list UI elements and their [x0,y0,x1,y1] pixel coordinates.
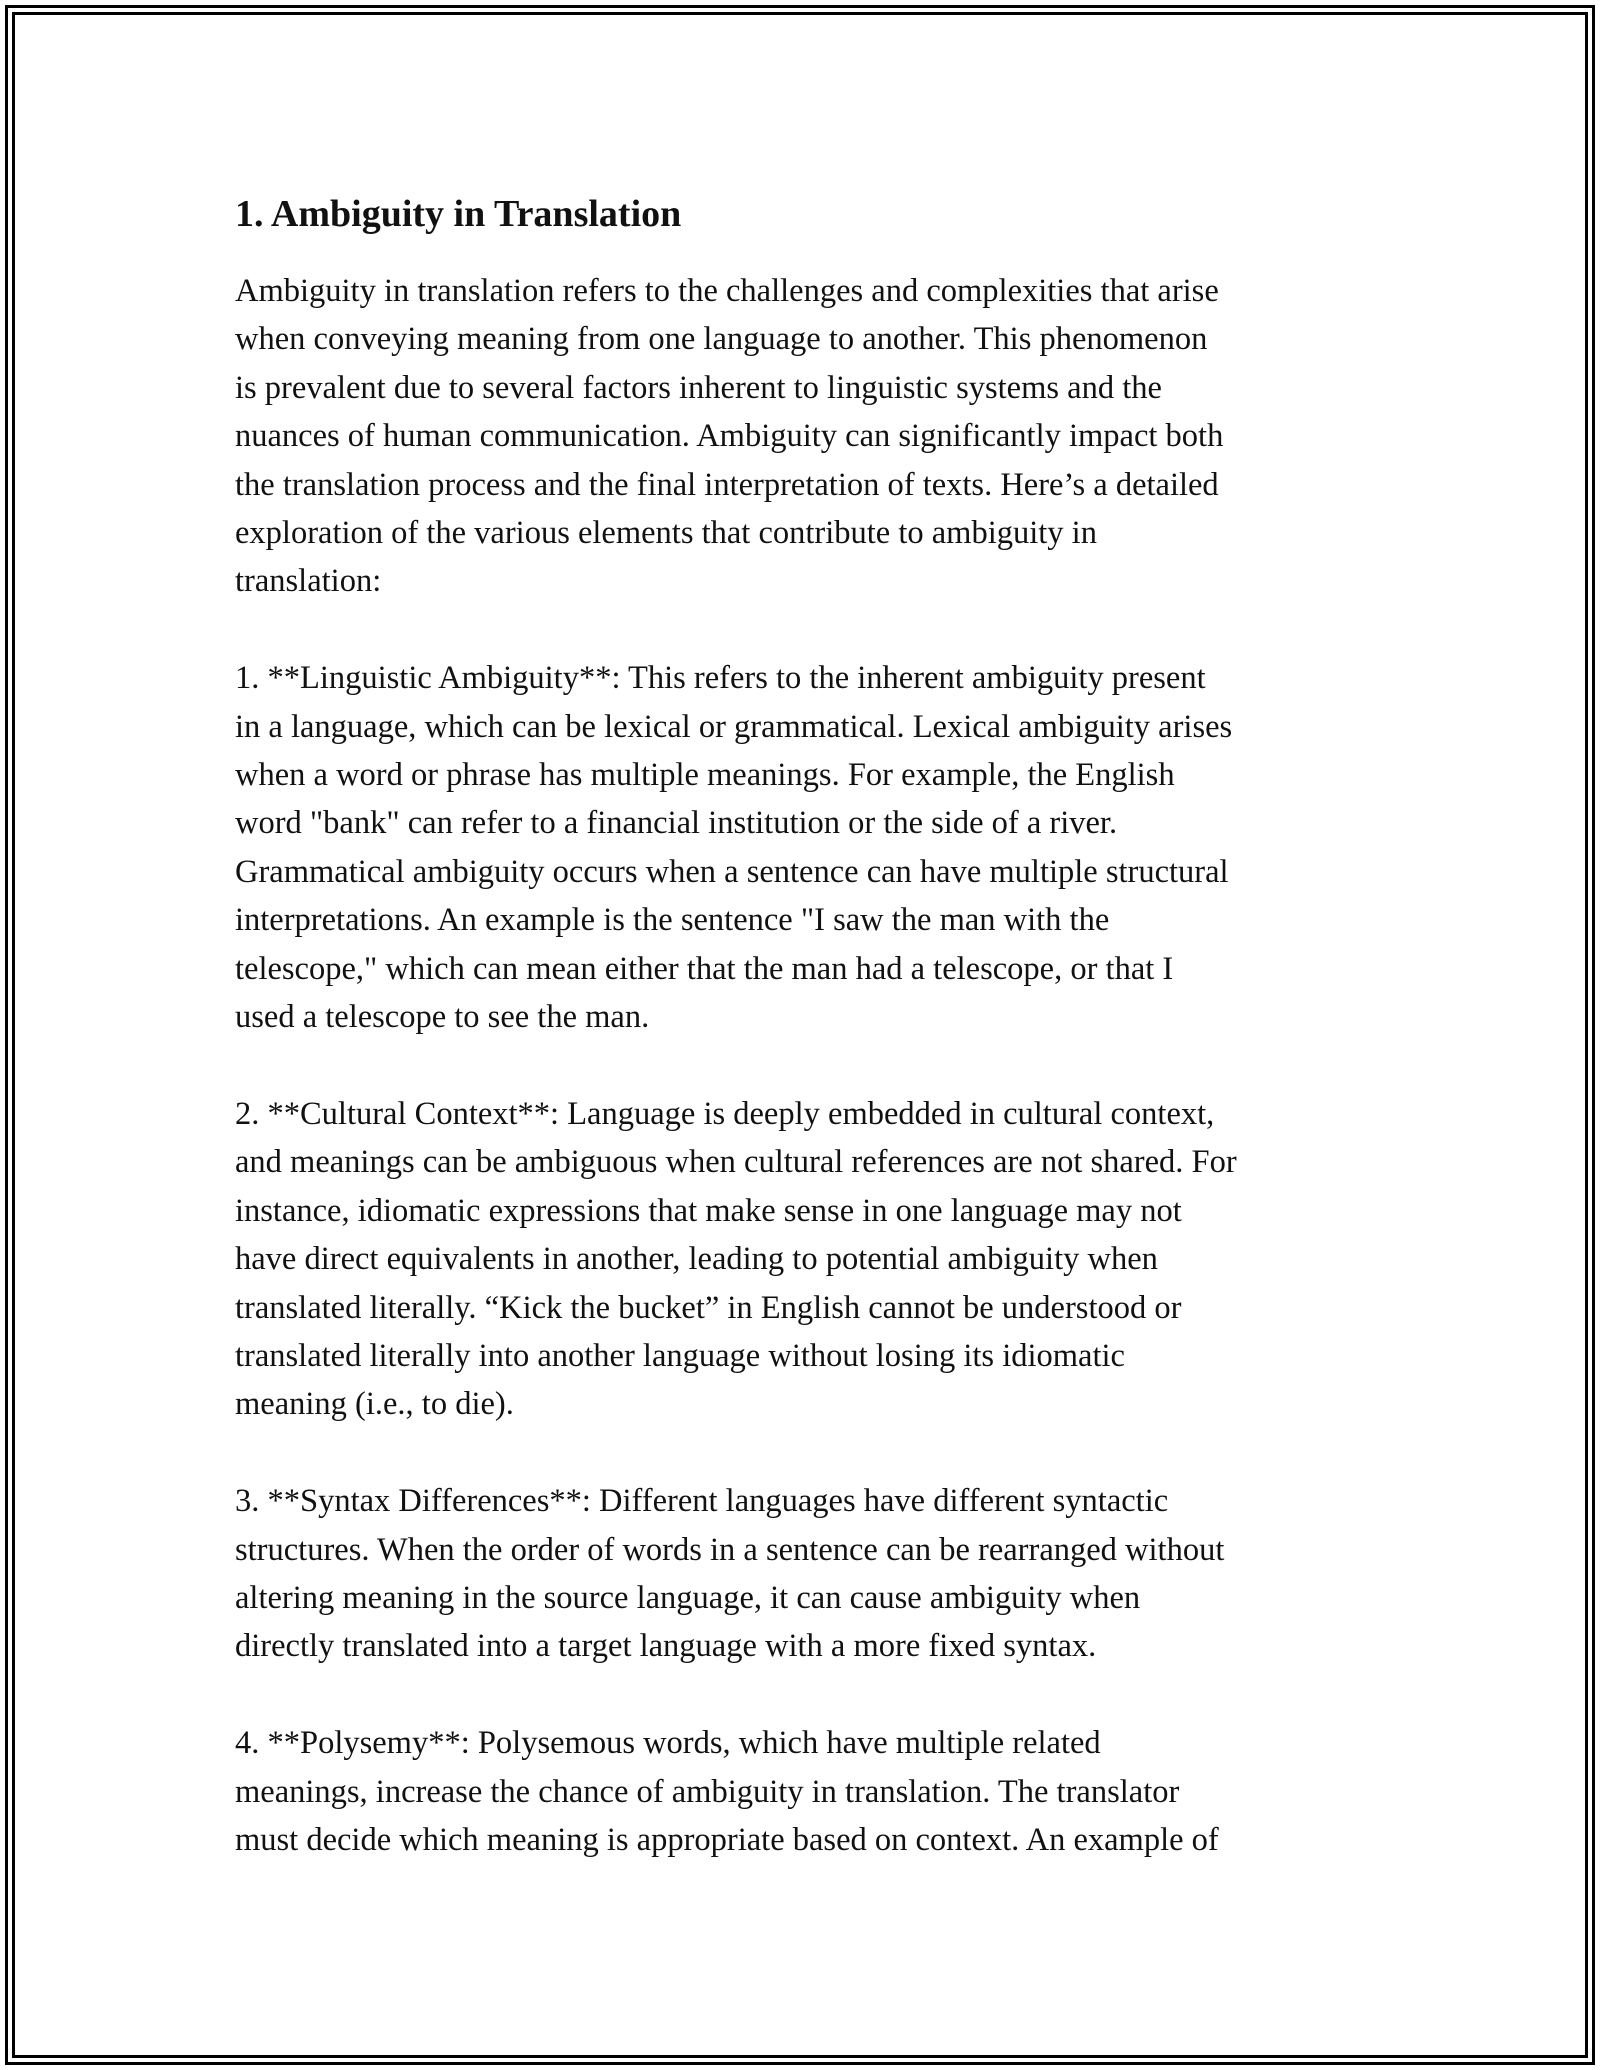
text-line: when conveying meaning from one language to another. This phenomenon [235,321,1208,358]
text-line: 3. **Syntax Differences**: Different languages have different syntactic [235,1483,1169,1520]
text-line: translated literally. “Kick the bucket” in English cannot be understood or [235,1289,1182,1326]
text-line: meaning (i.e., to die). [235,1386,514,1423]
text-line: word "bank" can refer to a financial institution or the side of a river. [235,805,1118,842]
text-line: nuances of human communication. Ambiguity can significantly impact both [235,418,1224,455]
text-line: directly translated into a target language with a more fixed syntax. [235,1628,1097,1665]
text-line: 1. **Linguistic Ambiguity**: This refers to the inherent ambiguity present [235,660,1206,697]
text-line: structures. When the order of words in a sentence can be rearranged without [235,1531,1225,1568]
text-line: 4. **Polysemy**: Polysemous words, which have multiple related [235,1725,1101,1762]
text-line: used a telescope to see the man. [235,999,650,1036]
text-line: meanings, increase the chance of ambiguity in translation. The translator [235,1773,1180,1810]
text-line: Ambiguity in translation refers to the challenges and complexities that arise [235,273,1219,309]
text-line: the translation process and the final interpretation of texts. Here’s a detailed [235,466,1219,503]
text-line: must decide which meaning is appropriate based on context. An example of [235,1822,1219,1858]
text-line: translation: [235,563,382,600]
text-line: 2. **Cultural Context**: Language is deeply embedded in cultural context, [235,1095,1215,1132]
text-line: instance, idiomatic expressions that make sense in one language may not [235,1192,1182,1229]
text-line: altering meaning in the source language, it can cause ambiguity when [235,1579,1141,1616]
body-text [235,267,1375,1864]
text-line: when a word or phrase has multiple meanings. For example, the English [235,757,1175,794]
section-heading: 1. Ambiguity in Translation [235,193,682,235]
text-line: Grammatical ambiguity occurs when a sentence can have multiple structural [235,853,1229,890]
text-line: translated literally into another language without losing its idiomatic [235,1337,1125,1374]
text-line: exploration of the various elements that contribute to ambiguity in [235,515,1097,552]
text-line: is prevalent due to several factors inherent to linguistic systems and the [235,369,1162,406]
text-line: in a language, which can be lexical or grammatical. Lexical ambiguity arises [235,708,1233,745]
text-line: and meanings can be ambiguous when cultural references are not shared. For [235,1144,1237,1181]
document-page [235,183,1375,1864]
text-line: telescope," which can mean either that the man had a telescope, or that I [235,950,1174,987]
text-line: interpretations. An example is the sentence "I saw the man with the [235,902,1110,939]
text-line: have direct equivalents in another, leading to potential ambiguity when [235,1241,1158,1278]
